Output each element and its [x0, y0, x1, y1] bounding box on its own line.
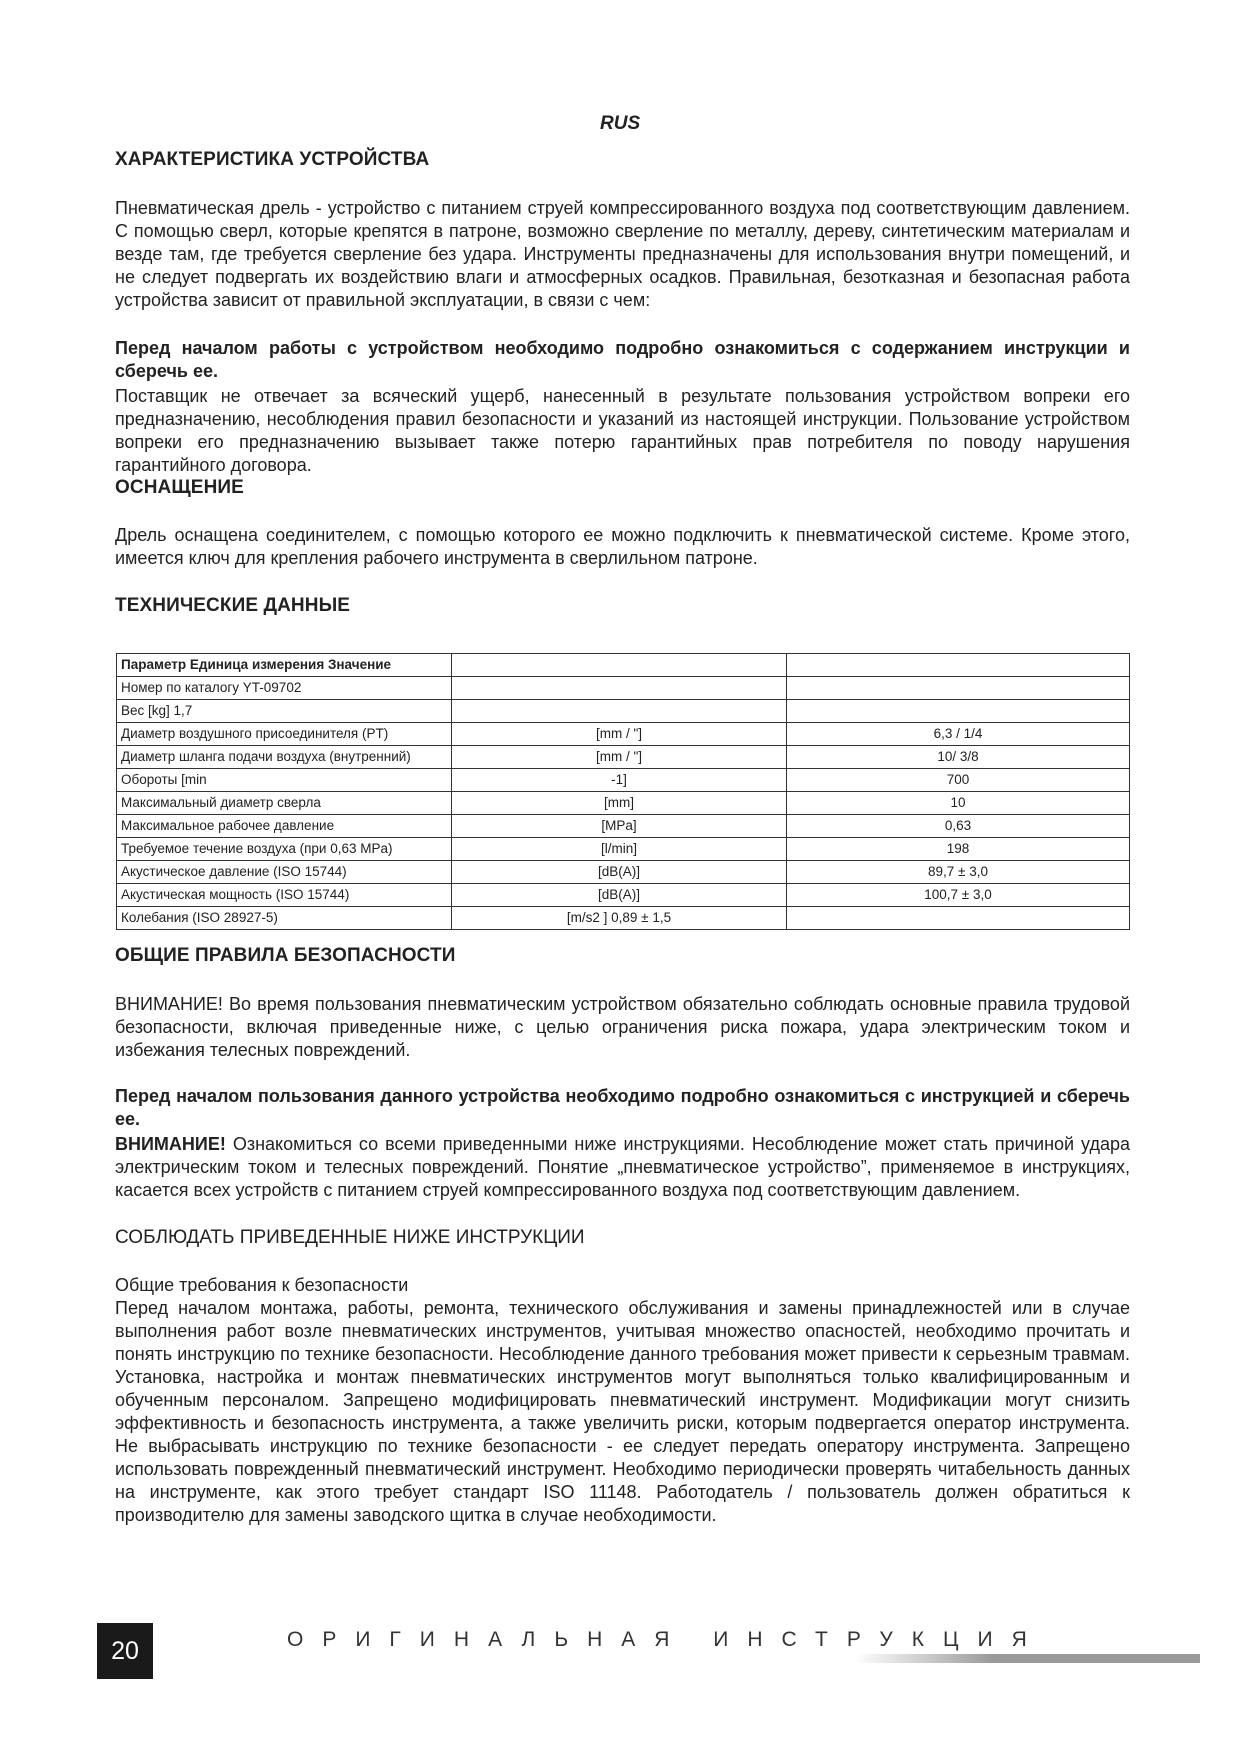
paragraph-liability: Поставщик не отвечает за всяческий ущерб, нанесенный в результате пользования устройством вопреки его предназначению, несоблюдения правил безопасности и указаний из настоящей инструкции. Пользование устройством вопреки его предназначению вызывает также потерю гарантийных прав потребителя по поводу нарушения гарантийного договора.	[115, 386, 1130, 475]
table-header-row	[117, 654, 1130, 677]
paragraph-description: Пневматическая дрель - устройство с питанием струей компрессированного воздуха под соответствующим давлением. С помощью сверл, которые крепятся в патроне, возможно сверление по металлу, дереву, синтетическим материалам и везде там, где требуется сверление без удара. Инструменты предназначены для использования внутри помещений, и не следует подвергать их воздействию влаги и атмосферных осадков. Правильная, безотказная и безопасная работа устройства зависит от правильной эксплуатации, в связи с чем:	[115, 198, 1130, 310]
tech-data-table	[116, 653, 1130, 930]
heading-equipment: ОСНАЩЕНИЕ	[115, 477, 244, 498]
paragraph-equipment: Дрель оснащена соединителем, с помощью которого ее можно подключить к пневматической системе. Кроме этого, имеется ключ для крепления рабочего инструмента в сверлильном патроне.	[115, 525, 1130, 568]
table-cell-param: Акустическая мощность (ISO 15744)	[117, 884, 452, 907]
table-cell-unit: [MPa]	[452, 815, 787, 838]
table-cell-param: Максимальное рабочее давление	[117, 815, 452, 838]
table-cell-unit	[452, 700, 787, 723]
table-row	[117, 838, 1130, 861]
table-cell-unit: [mm / "]	[452, 723, 787, 746]
table-cell-unit: [m/s2 ] 0,89 ± 1,5	[452, 907, 787, 930]
table-cell-value: 700	[787, 769, 1130, 792]
table-row	[117, 769, 1130, 792]
table-cell-param: Вес [kg] 1,7	[117, 700, 452, 723]
table-row	[117, 723, 1130, 746]
table-cell-value: 100,7 ± 3,0	[787, 884, 1130, 907]
footer-title: ОРИГИНАЛЬНАЯ ИНСТРУКЦИЯ	[287, 1628, 1046, 1651]
footer-gradient-bar	[855, 1654, 1200, 1663]
table-row	[117, 884, 1130, 907]
heading-follow-instructions: СОБЛЮДАТЬ ПРИВЕДЕННЫЕ НИЖЕ ИНСТРУКЦИИ	[115, 1227, 585, 1248]
table-cell-param: Диаметр шланга подачи воздуха (внутренний)	[117, 746, 452, 769]
table-cell-param: Обороты [min	[117, 769, 452, 792]
table-cell-value: 10	[787, 792, 1130, 815]
table-row	[117, 746, 1130, 769]
table-cell-param: Номер по каталогу YT-09702	[117, 677, 452, 700]
table-cell-unit: [dB(A)]	[452, 884, 787, 907]
table-header-cell	[452, 654, 787, 677]
general-requirements-title: Общие требования к безопасности	[115, 1275, 409, 1295]
table-cell-unit	[452, 677, 787, 700]
table-cell-param: Максимальный диаметр сверла	[117, 792, 452, 815]
table-cell-value: 89,7 ± 3,0	[787, 861, 1130, 884]
table-row	[117, 700, 1130, 723]
table-header-cell: Параметр Единица измерения Значение	[117, 654, 452, 677]
table-cell-value: 6,3 / 1/4	[787, 723, 1130, 746]
table-cell-unit: -1]	[452, 769, 787, 792]
paragraph-safety-warning: ВНИМАНИЕ! Во время пользования пневматическим устройством обязательно соблюдать основные правила трудовой безопасности, включая приведенные ниже, с целью ограничения риска пожара, удара электрическим током и избежания телесных повреждений.	[115, 994, 1130, 1060]
table-cell-unit: [mm]	[452, 792, 787, 815]
table-row	[117, 861, 1130, 884]
heading-characteristic: ХАРАКТЕРИСТИКА УСТРОЙСТВА	[115, 149, 430, 170]
table-cell-value: 0,63	[787, 815, 1130, 838]
attention-label: ВНИМАНИЕ!	[115, 1134, 226, 1154]
bold-note-read-manual: Перед началом работы с устройством необходимо подробно ознакомиться с содержанием инструкции и сберечь ее.	[115, 338, 1130, 381]
table-cell-param: Колебания (ISO 28927-5)	[117, 907, 452, 930]
table-cell-unit: [dB(A)]	[452, 861, 787, 884]
table-cell-param: Акустическое давление (ISO 15744)	[117, 861, 452, 884]
table-row	[117, 907, 1130, 930]
table-cell-unit: [l/min]	[452, 838, 787, 861]
table-cell-value: 10/ 3/8	[787, 746, 1130, 769]
heading-safety: ОБЩИЕ ПРАВИЛА БЕЗОПАСНОСТИ	[115, 945, 456, 966]
table-cell-value	[787, 907, 1130, 930]
bold-note-read-instructions: Перед началом пользования данного устройства необходимо подробно ознакомиться с инструкцией и сберечь ее.	[115, 1086, 1130, 1129]
paragraph-attention	[115, 1133, 1130, 1202]
table-row	[117, 815, 1130, 838]
page-number: 20	[97, 1623, 153, 1679]
table-header-cell	[787, 654, 1130, 677]
table-cell-value: 198	[787, 838, 1130, 861]
language-label: RUS	[600, 113, 641, 134]
table-row	[117, 792, 1130, 815]
table-cell-value	[787, 677, 1130, 700]
attention-text: Ознакомиться со всеми приведенными ниже инструкциями. Несоблюдение может стать причиной удара электрическим током и телесных повреждений. Понятие „пневматическое устройство”, применяемое в инструкциях, касается всех устройств с питанием струей компрессированного воздуха под соответствующим давлением.	[115, 1134, 1130, 1200]
table-cell-value	[787, 700, 1130, 723]
table-cell-param: Диаметр воздушного присоединителя (PT)	[117, 723, 452, 746]
heading-tech-data: ТЕХНИЧЕСКИЕ ДАННЫЕ	[115, 595, 351, 616]
paragraph-general-requirements: Перед началом монтажа, работы, ремонта, технического обслуживания и замены принадлежностей или в случае выполнения работ возле пневматических инструментов, учитывая множество опасностей, необходимо прочитать и понять инструкцию по технике безопасности. Несоблюдение данного требования может привести к серьезным травмам. Установка, настройка и монтаж пневматических инструментов могут выполняться только квалифицированным и обученным персоналом. Запрещено модифицировать пневматический инструмент. Модификации могут снизить эффективность и безопасность инструмента, а также увеличить риски, которым подвергается оператор инструмента. Не выбрасывать инструкцию по технике безопасности - ее следует передать оператору инструмента. Запрещено использовать поврежденный пневматический инструмент. Необходимо периодически проверять читабельность данных на инструменте, как этого требует стандарт ISO 11148. Работодатель / пользователь должен обратиться к производителю для замены заводского щитка в случае необходимости.	[115, 1298, 1130, 1525]
table-cell-param: Требуемое течение воздуха (при 0,63 MPa)	[117, 838, 452, 861]
table-cell-unit: [mm / "]	[452, 746, 787, 769]
table-row	[117, 677, 1130, 700]
